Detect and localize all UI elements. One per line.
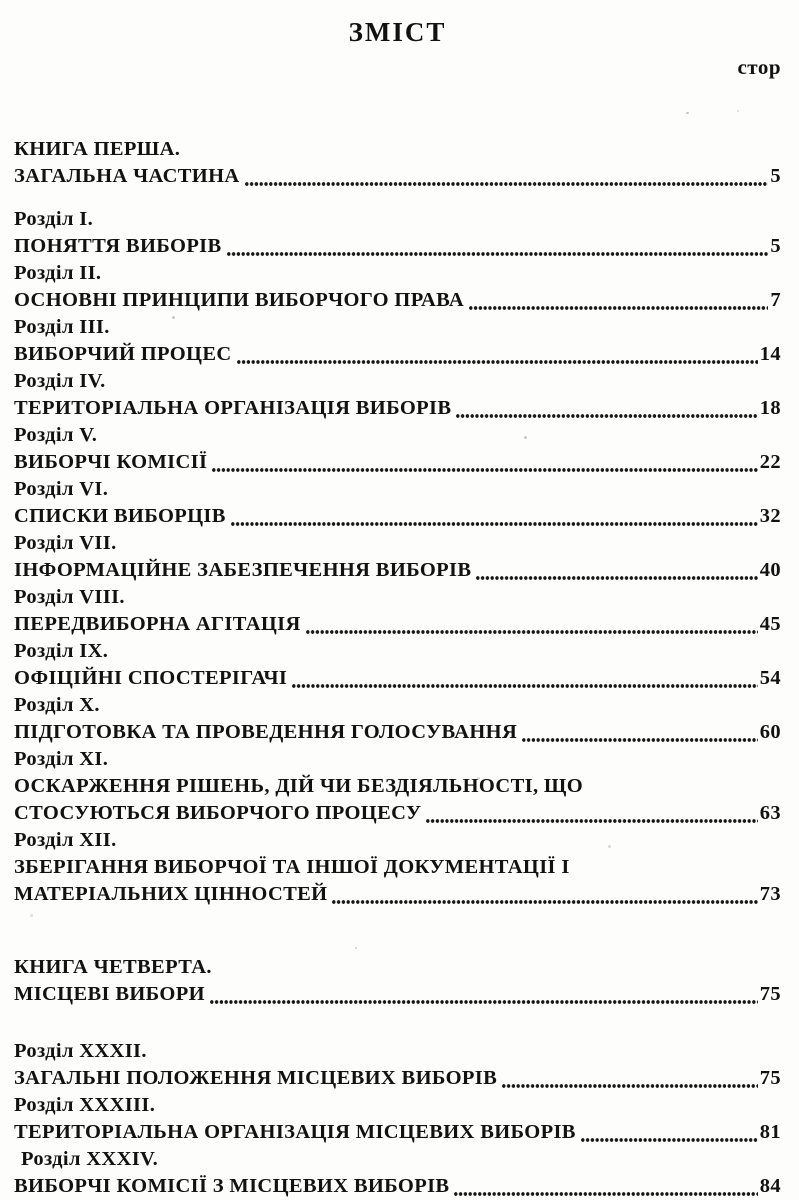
chapter-title-line xyxy=(14,557,781,584)
dot-leader xyxy=(456,414,757,418)
chapter-kicker-text: Розділ X. xyxy=(14,694,100,716)
chapter-title-line xyxy=(14,773,781,800)
chapter-kicker-text: Розділ VIII. xyxy=(14,586,125,608)
book-heading-line xyxy=(14,136,781,163)
chapter-title-text: ПОНЯТТЯ ВИБОРІВ xyxy=(14,235,222,257)
dot-leader xyxy=(332,900,757,904)
chapter-title-text: ПЕРЕДВИБОРНА АГІТАЦІЯ xyxy=(14,613,301,635)
chapter-kicker-text: Розділ II. xyxy=(14,262,102,284)
dot-leader xyxy=(426,819,757,823)
dot-leader xyxy=(245,182,769,186)
page-column-header: стор xyxy=(737,55,781,79)
chapter-kicker-text: Розділ XXXII. xyxy=(14,1040,147,1062)
chapter-title-text: ТЕРИТОРІАЛЬНА ОРГАНІЗАЦІЯ ВИБОРІВ xyxy=(14,397,452,419)
book-heading-text: ЗАГАЛЬНА ЧАСТИНА xyxy=(14,165,240,187)
dot-leader xyxy=(212,468,758,472)
page-number: 7 xyxy=(770,289,781,311)
chapter-title-line xyxy=(14,395,781,422)
chapter-title-line xyxy=(14,611,781,638)
dot-leader xyxy=(476,576,757,580)
chapter-kicker xyxy=(14,584,781,611)
book-section-fourth xyxy=(14,954,781,1200)
page-number: 5 xyxy=(770,165,781,187)
chapter-kicker-text: Розділ XII. xyxy=(14,829,117,851)
dot-leader xyxy=(210,1000,758,1004)
chapter-kicker xyxy=(14,314,781,341)
scan-speck xyxy=(737,110,739,112)
chapter-title-text: ОФІЦІЙНІ СПОСТЕРІГАЧІ xyxy=(14,667,288,689)
scan-speck xyxy=(608,845,611,848)
chapter-title-line xyxy=(14,881,781,908)
chapter-kicker-text: Розділ I. xyxy=(14,208,94,230)
page-number: 22 xyxy=(759,451,781,473)
scan-speck xyxy=(477,777,480,779)
chapter-title-text: СПИСКИ ВИБОРЦІВ xyxy=(14,505,226,527)
chapter-title-line xyxy=(14,287,781,314)
dot-leader xyxy=(581,1138,758,1142)
chapter-kicker xyxy=(14,530,781,557)
chapter-kicker-text: Розділ VI. xyxy=(14,478,109,500)
chapter-kicker xyxy=(14,827,781,854)
book-heading-line xyxy=(14,954,781,981)
page-number: 45 xyxy=(759,613,781,635)
scan-speck xyxy=(355,947,357,949)
chapter-list xyxy=(14,1038,781,1200)
chapter-title-line xyxy=(14,719,781,746)
page-number: 73 xyxy=(759,883,781,905)
page-number: 40 xyxy=(759,559,781,581)
book-heading-text: КНИГА ПЕРША. xyxy=(14,138,181,160)
chapter-title-text: ОСНОВНІ ПРИНЦИПИ ВИБОРЧОГО ПРАВА xyxy=(14,289,465,311)
chapter-title-line xyxy=(14,503,781,530)
page-number: 5 xyxy=(770,235,781,257)
dot-leader xyxy=(306,630,758,634)
page-number: 18 xyxy=(759,397,781,419)
dot-leader xyxy=(237,360,758,364)
scan-speck xyxy=(172,316,175,319)
chapter-kicker xyxy=(14,206,781,233)
scan-speck xyxy=(686,112,689,114)
chapter-title-text: ТЕРИТОРІАЛЬНА ОРГАНІЗАЦІЯ МІСЦЕВИХ ВИБОРІВ xyxy=(14,1121,576,1143)
chapter-kicker xyxy=(14,1092,781,1119)
chapter-title-line xyxy=(14,854,781,881)
chapter-title-text: ЗАГАЛЬНІ ПОЛОЖЕННЯ МІСЦЕВИХ ВИБОРІВ xyxy=(14,1067,498,1089)
dot-leader xyxy=(522,738,758,742)
chapter-kicker xyxy=(14,692,781,719)
book-heading xyxy=(14,136,781,190)
chapter-kicker-text: Розділ V. xyxy=(14,424,98,446)
book-heading xyxy=(14,954,781,1008)
page-number: 75 xyxy=(759,1067,781,1089)
book-heading-line xyxy=(14,163,781,190)
scan-speck xyxy=(524,436,527,439)
chapter-kicker-text: Розділ IX. xyxy=(14,640,109,662)
chapter-title-text: ВИБОРЧІ КОМІСІЇ xyxy=(14,451,208,473)
chapter-title-text: ІНФОРМАЦІЙНЕ ЗАБЕЗПЕЧЕННЯ ВИБОРІВ xyxy=(14,559,472,581)
chapter-title-text: ПІДГОТОВКА ТА ПРОВЕДЕННЯ ГОЛОСУВАННЯ xyxy=(14,721,518,743)
chapter-kicker-text: Розділ XI. xyxy=(14,748,109,770)
dot-leader xyxy=(469,306,768,310)
dot-leader xyxy=(292,684,758,688)
dot-leader xyxy=(502,1084,758,1088)
book-heading-text: КНИГА ЧЕТВЕРТА. xyxy=(14,956,212,978)
chapter-kicker xyxy=(14,1146,781,1173)
page-number: 81 xyxy=(759,1121,781,1143)
chapter-title-text: ВИБОРЧИЙ ПРОЦЕС xyxy=(14,343,232,365)
chapter-title-text: ОСКАРЖЕННЯ РІШЕНЬ, ДІЙ ЧИ БЕЗДІЯЛЬНОСТІ, ЩО xyxy=(14,775,584,797)
chapter-kicker xyxy=(14,746,781,773)
chapter-title-line xyxy=(14,800,781,827)
chapter-title-line xyxy=(14,341,781,368)
chapter-title-text: МАТЕРІАЛЬНИХ ЦІННОСТЕЙ xyxy=(14,883,328,905)
chapter-kicker xyxy=(14,260,781,287)
page-number: 60 xyxy=(759,721,781,743)
chapter-title-text: ВИБОРЧІ КОМІСІЇ З МІСЦЕВИХ ВИБОРІВ xyxy=(14,1175,450,1197)
chapter-title-line xyxy=(14,665,781,692)
book-heading-text: МІСЦЕВІ ВИБОРИ xyxy=(14,983,205,1005)
page-title: ЗМІСТ xyxy=(348,17,447,47)
chapter-title-line xyxy=(14,233,781,260)
chapter-title-line xyxy=(14,1065,781,1092)
chapter-kicker xyxy=(14,422,781,449)
scan-speck xyxy=(410,782,414,784)
chapter-kicker xyxy=(14,1038,781,1065)
chapter-title-line xyxy=(14,1173,781,1200)
page-number: 32 xyxy=(759,505,781,527)
chapter-title-line xyxy=(14,1119,781,1146)
chapter-title-line xyxy=(14,449,781,476)
book-section-first xyxy=(14,136,781,908)
chapter-list xyxy=(14,206,781,908)
chapter-kicker-text: Розділ VII. xyxy=(14,532,117,554)
chapter-title-text: ЗБЕРІГАННЯ ВИБОРЧОЇ ТА ІНШОЇ ДОКУМЕНТАЦІЇ І xyxy=(14,856,570,878)
page-number: 84 xyxy=(759,1175,781,1197)
chapter-kicker xyxy=(14,638,781,665)
chapter-title-text: СТОСУЮТЬСЯ ВИБОРЧОГО ПРОЦЕСУ xyxy=(14,802,422,824)
page-number: 75 xyxy=(759,983,781,1005)
dot-leader xyxy=(227,252,769,256)
chapter-kicker-text: Розділ III. xyxy=(14,316,110,338)
chapter-kicker xyxy=(14,476,781,503)
dot-leader xyxy=(231,522,758,526)
chapter-kicker-text: Розділ XXXIV. xyxy=(21,1148,159,1170)
chapter-kicker-text: Розділ XXXIII. xyxy=(14,1094,156,1116)
page-number: 63 xyxy=(759,802,781,824)
scan-speck xyxy=(30,914,33,917)
chapter-kicker xyxy=(14,368,781,395)
dot-leader xyxy=(454,1192,757,1196)
chapter-kicker-text: Розділ IV. xyxy=(14,370,106,392)
book-heading-line xyxy=(14,981,781,1008)
page-number: 14 xyxy=(759,343,781,365)
page-number: 54 xyxy=(759,667,781,689)
